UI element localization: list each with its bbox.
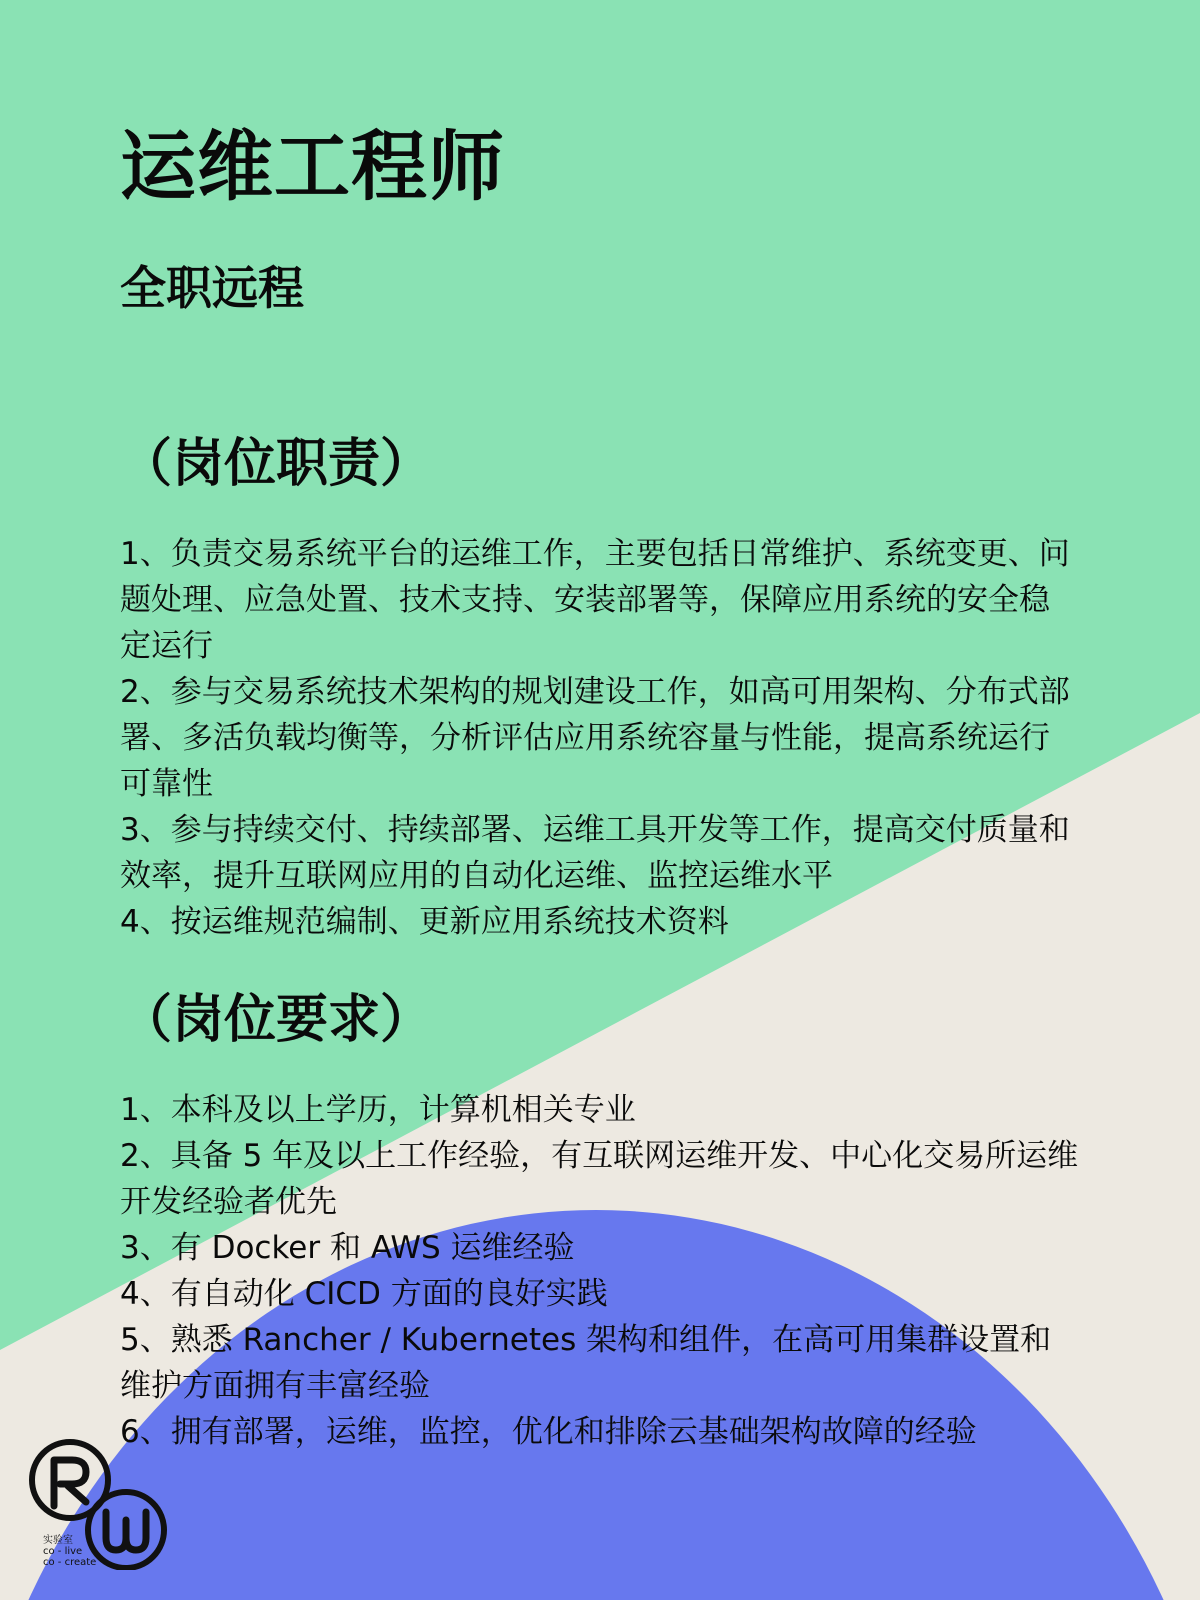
responsibilities-heading: （岗位职责） (120, 434, 433, 494)
job-title: 运维工程师 (120, 122, 505, 211)
requirement-item: 4、有自动化 CICD 方面的良好实践 (120, 1276, 608, 1312)
requirements-heading: （岗位要求） (120, 990, 433, 1050)
job-type: 全职远程 (120, 261, 304, 315)
responsibility-item: 4、按运维规范编制、更新应用系统技术资料 (120, 904, 729, 940)
requirement-item: 6、拥有部署，运维，监控，优化和排除云基础架构故障的经验 (120, 1414, 977, 1450)
requirement-item: 5、熟悉 Rancher / Kubernetes 架构和组件，在高可用集群设置和维护方面拥有丰富经验 (120, 1322, 1052, 1404)
responsibilities-list (120, 531, 1080, 945)
requirement-item: 3、有 Docker 和 AWS 运维经验 (120, 1230, 575, 1266)
logo-text-cocreate: co - create (43, 1557, 97, 1568)
responsibility-item: 3、参与持续交付、持续部署、运维工具开发等工作，提高交付质量和效率，提升互联网应用的自动化运维、监控运维水平 (120, 812, 1070, 894)
logo-r-glyph (54, 1460, 86, 1506)
requirements-list (120, 1087, 1080, 1455)
responsibility-item: 1、负责交易系统平台的运维工作，主要包括日常维护、系统变更、问题处理、应急处置、技术支持、安装部署等，保障应用系统的安全稳定运行 (120, 536, 1070, 664)
logo-text-lab: 实验室 (43, 1535, 73, 1546)
requirement-item: 1、本科及以上学历，计算机相关专业 (120, 1092, 636, 1128)
responsibility-item: 2、参与交易系统技术架构的规划建设工作，如高可用架构、分布式部署、多活负载均衡等，分析评估应用系统容量与性能，提高系统运行可靠性 (120, 674, 1070, 802)
requirement-item: 2、具备 5 年及以上工作经验，有互联网运维开发、中心化交易所运维开发经验者优先 (120, 1138, 1079, 1220)
logo-text-colive: co - live (43, 1546, 83, 1557)
